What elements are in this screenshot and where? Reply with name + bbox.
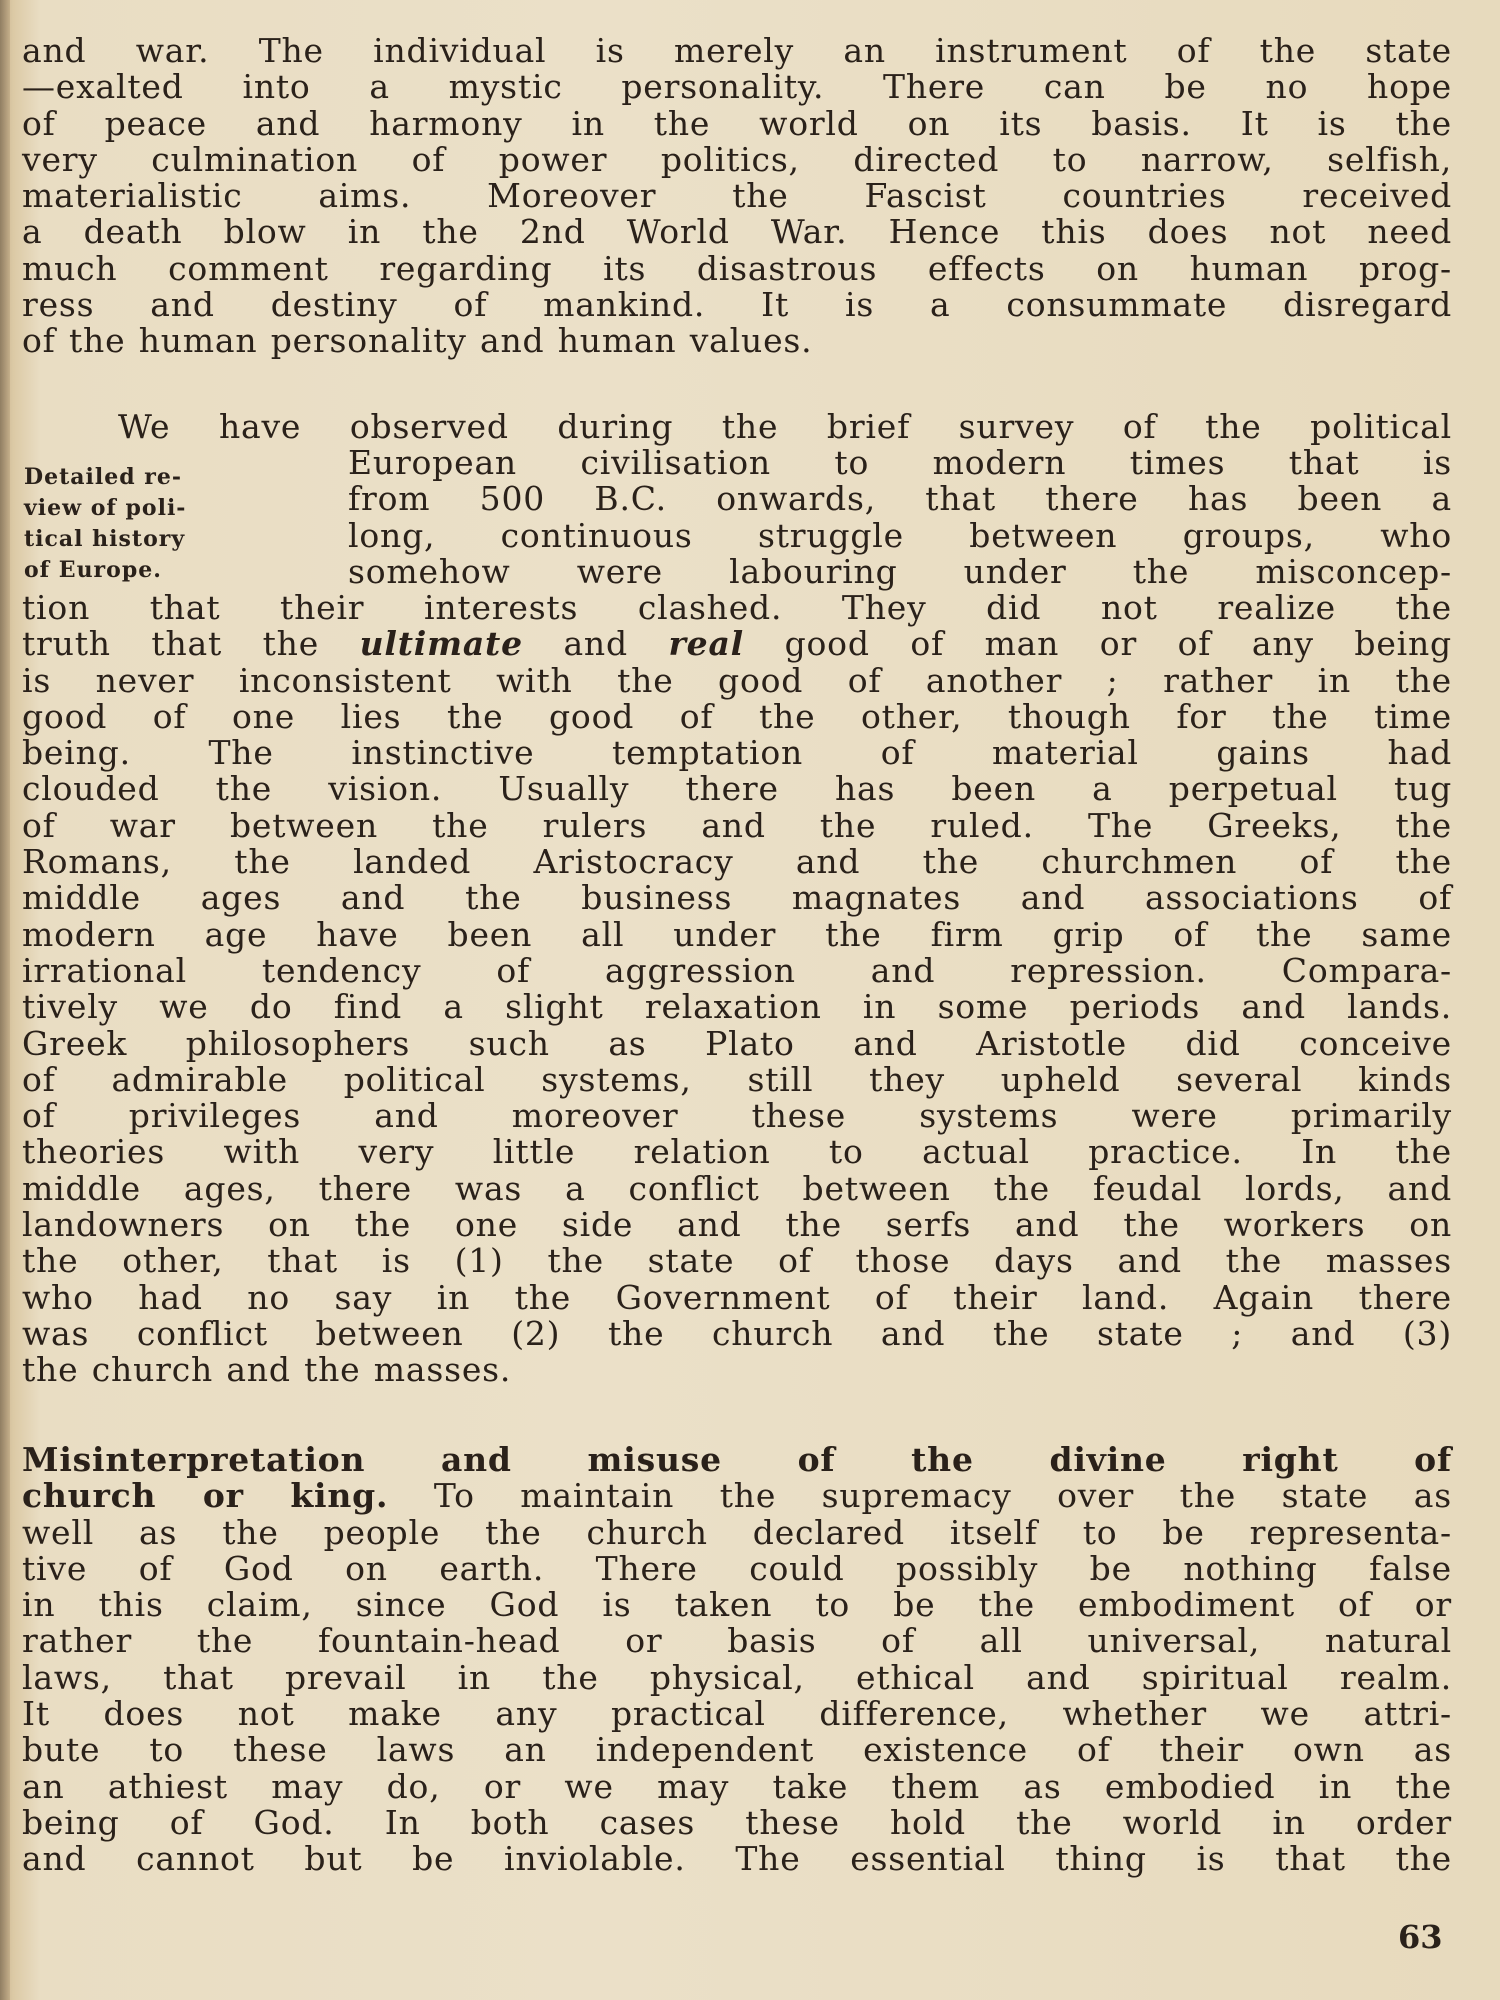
text-line: It does not make any practical difference, whether we attri- — [22, 1694, 1452, 1734]
text-line: clouded the vision. Usually there has been a perpetual tug — [22, 769, 1452, 809]
text-line: landowners on the one side and the serfs and the workers on — [22, 1205, 1452, 1245]
text-line: an athiest may do, or we may take them as embodied in the — [22, 1766, 1452, 1806]
text-line: We have observed during the brief survey of the political — [118, 407, 1452, 446]
text-line: middle ages, there was a conflict between the feudal lords, and — [22, 1168, 1452, 1208]
text-line: Greek philosophers such as Plato and Aristotle did conceive — [22, 1023, 1452, 1063]
text-line: much comment regarding its disastrous effects on human prog- — [22, 248, 1452, 288]
text-line: theories with very little relation to actual practice. In the — [22, 1132, 1452, 1172]
paragraph-survey-first-line — [118, 409, 1452, 445]
text-line: middle ages and the business magnates and associations of — [22, 878, 1452, 918]
text-line: tion that their interests clashed. They did not realize the — [22, 588, 1452, 627]
text-line-emphasis — [22, 626, 1452, 662]
text-line: and cannot but be inviolable. The essential thing is that the — [22, 1839, 1452, 1879]
paragraph-fascism — [22, 33, 1452, 360]
paragraph-divine-right-rest — [22, 1512, 1452, 1879]
text-line: in this claim, since God is taken to be the embodiment of or — [22, 1585, 1452, 1625]
text-run: To maintain the supremacy over the state as — [388, 1476, 1452, 1516]
section-heading-end: church or king. — [22, 1476, 389, 1516]
text-line: —exalted into a mystic personality. There can be no hope — [22, 67, 1452, 107]
text-line: modern age have been all under the firm grip of the same — [22, 914, 1452, 954]
section-heading: Misinterpretation and misuse of the divine right of — [22, 1440, 1452, 1479]
page-spine-shadow — [0, 0, 10, 2000]
margin-note-line: Detailed re- — [24, 464, 182, 490]
text-line: very culmination of power politics, directed to narrow, selfish, — [22, 139, 1452, 179]
text-run: and — [522, 624, 669, 664]
text-line: tive of God on earth. There could possibly be nothing false — [22, 1548, 1452, 1588]
page-number: 63 — [1398, 1918, 1443, 1956]
margin-note-line: of Europe. — [24, 557, 162, 583]
emphasis-ultimate: ultimate — [359, 624, 523, 664]
text-line: tively we do find a slight relaxation in some periods and lands. — [22, 987, 1452, 1027]
text-line: Romans, the landed Aristocracy and the churchmen of the — [22, 842, 1452, 882]
text-line: rather the fountain-head or basis of all universal, natural — [22, 1621, 1452, 1661]
text-line: being of God. In both cases these hold the world in order — [22, 1802, 1452, 1842]
text-line: of privileges and moreover these systems were primarily — [22, 1096, 1452, 1136]
text-line: was conflict between (2) the church and the state ; and (3) — [22, 1313, 1452, 1353]
text-line: long, continuous struggle between groups, who — [348, 515, 1452, 555]
text-line: well as the people the church declared itself to be representa- — [22, 1512, 1452, 1552]
paragraph-survey-indented — [348, 445, 1452, 590]
text-line: who had no say in the Government of their land. Again there — [22, 1277, 1452, 1317]
text-line: the other, that is (1) the state of those days and the masses — [22, 1241, 1452, 1281]
text-line: laws, that prevail in the physical, ethical and spiritual realm. — [22, 1657, 1452, 1697]
text-line: bute to these laws an independent existence of their own as — [22, 1730, 1452, 1770]
text-line: is never inconsistent with the good of another ; rather in the — [22, 660, 1452, 700]
paragraph-survey-body — [22, 590, 1452, 1389]
text-line: of war between the rulers and the ruled. The Greeks, the — [22, 805, 1452, 845]
text-line: being. The instinctive temptation of material gains had — [22, 733, 1452, 773]
text-line: of peace and harmony in the world on its basis. It is the — [22, 103, 1452, 143]
text-line: from 500 B.C. onwards, that there has been a — [348, 479, 1452, 519]
margin-note-line: tical history — [24, 526, 186, 552]
text-line: somehow were labouring under the misconcep- — [348, 551, 1452, 591]
text-line: the church and the masses. — [22, 1350, 512, 1390]
text-line-heading-end — [22, 1478, 1452, 1514]
text-line: of admirable political systems, still they upheld several kinds — [22, 1059, 1452, 1099]
paragraph-divine-right — [22, 1442, 1452, 1878]
text-line: a death blow in the 2nd World War. Hence this does not need — [22, 212, 1452, 252]
text-line: ress and destiny of mankind. It is a consummate disregard — [22, 285, 1452, 325]
text-line: and war. The individual is merely an instrument of the state — [22, 31, 1452, 70]
emphasis-real: real — [668, 624, 744, 664]
text-run: good of man or of any being — [744, 624, 1452, 664]
text-line: good of one lies the good of the other, though for the time — [22, 696, 1452, 736]
section-heading-line — [22, 1442, 1452, 1478]
text-line: materialistic aims. Moreover the Fascist countries received — [22, 176, 1452, 216]
text-run: truth that the — [22, 624, 360, 664]
text-line: irrational tendency of aggression and repression. Compara- — [22, 950, 1452, 990]
text-line: of the human personality and human values. — [22, 321, 813, 361]
margin-note — [24, 462, 324, 586]
text-line: European civilisation to modern times that is — [348, 443, 1452, 482]
margin-note-line: view of poli- — [24, 495, 187, 521]
paragraph-survey-rest — [22, 660, 1452, 1390]
